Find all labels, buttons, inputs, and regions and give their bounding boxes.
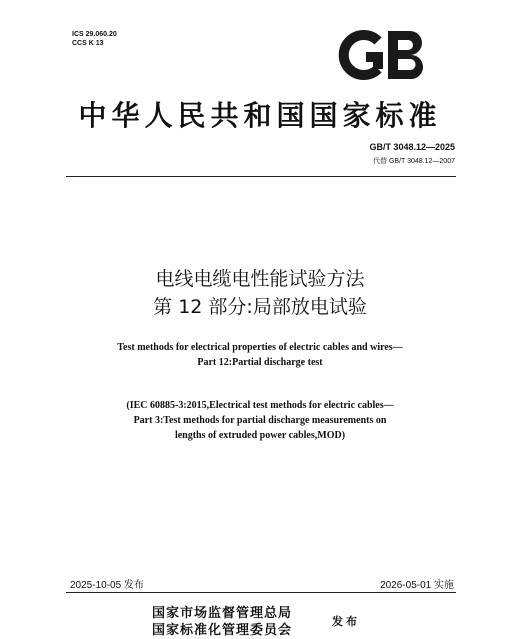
implementation-date: 2026-05-01 实施 — [380, 580, 454, 591]
reference-line1: (IEC 60885-3:2015,Electrical test methods for electric cables— — [126, 400, 394, 411]
title-en-line1: Test methods for electrical properties of electric cables and wires— — [117, 342, 403, 353]
title-cn-line2: 第 12 部分:局部放电试验 — [153, 296, 367, 318]
footer-divider — [66, 592, 456, 593]
header-divider — [66, 176, 456, 177]
publish-label: 发布 — [332, 615, 360, 628]
publisher-line1: 国家市场监督管理总局 — [152, 606, 293, 621]
publisher-line2: 国家标准化管理委员会 — [152, 623, 293, 638]
standard-number: GB/T 3048.12—2025 — [369, 142, 455, 152]
gb-logo-g-bar — [366, 57, 378, 69]
reference-line2: Part 3:Test methods for partial discharge measurements on — [133, 415, 387, 426]
country-standard-title: 中华人民共和国国家标准 — [78, 99, 442, 132]
issue-date: 2025-10-05 发布 — [70, 580, 144, 591]
ccs-code: CCS K 13 — [72, 40, 104, 47]
gb-logo — [338, 27, 434, 83]
title-en-line2: Part 12:Partial discharge test — [197, 357, 323, 368]
title-cn-line1: 电线电缆电性能试验方法 — [155, 268, 365, 290]
reference-line3: lengths of extruded power cables,MOD) — [174, 430, 346, 441]
publisher-names — [152, 605, 292, 639]
gb-logo-b — [388, 31, 423, 79]
replaces-standard: 代替 GB/T 3048.12—2007 — [373, 158, 455, 165]
ics-code: ICS 29.060.20 — [72, 31, 117, 38]
